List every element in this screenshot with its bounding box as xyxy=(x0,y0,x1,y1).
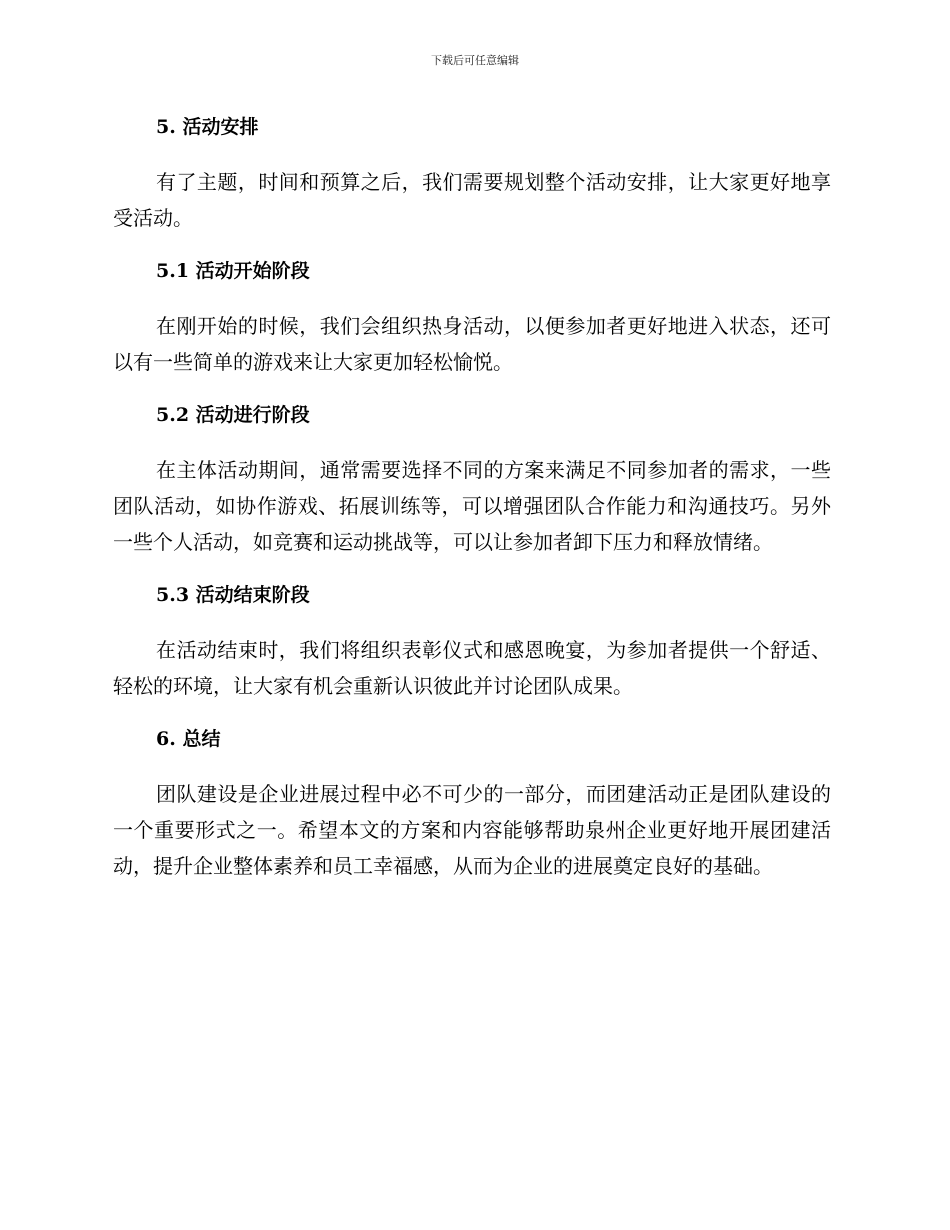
section-heading-5-2: 5.2 活动进行阶段 xyxy=(156,404,310,426)
section-paragraph-5: 有了主题，时间和预算之后，我们需要规划整个活动安排，让大家更好地享受活动。 xyxy=(113,170,831,230)
page-header: 下载后可任意编辑 xyxy=(431,54,519,67)
section-paragraph-5-3: 在活动结束时，我们将组织表彰仪式和感恩晚宴，为参加者提供一个舒适、轻松的环境，让大家有机会重新认识彼此并讨论团队成果。 xyxy=(113,638,831,698)
document-body xyxy=(113,110,831,884)
section-heading-5-1: 5.1 活动开始阶段 xyxy=(156,260,310,282)
section-paragraph-5-2: 在主体活动期间，通常需要选择不同的方案来满足不同参加者的需求，一些团队活动，如协作游戏、拓展训练等，可以增强团队合作能力和沟通技巧。另外一些个人活动，如竞赛和运动挑战等，可以让参加者卸下压力和释放情绪。 xyxy=(113,458,831,554)
section-paragraph-5-1: 在刚开始的时候，我们会组织热身活动，以便参加者更好地进入状态，还可以有一些简单的游戏来让大家更加轻松愉悦。 xyxy=(113,314,831,374)
section-paragraph-6: 团队建设是企业进展过程中必不可少的一部分，而团建活动正是团队建设的一个重要形式之一。希望本文的方案和内容能够帮助泉州企业更好地开展团建活动，提升企业整体素养和员工幸福感，从而为企业的进展奠定良好的基础。 xyxy=(113,782,831,878)
section-heading-5: 5. 活动安排 xyxy=(156,116,259,138)
section-heading-6: 6. 总结 xyxy=(156,728,221,750)
section-heading-5-3: 5.3 活动结束阶段 xyxy=(156,584,310,606)
